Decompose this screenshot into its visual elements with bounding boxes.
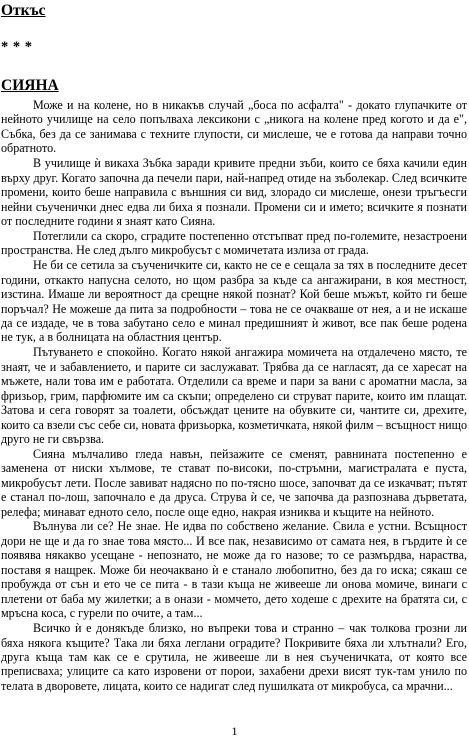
paragraph: Потеглили са скоро, сградите постепенно отстъпват пред по-големите, незастроени пространства. Не след дълго микробусът с момичетата излиза от града. <box>1 228 467 258</box>
page-number: 1 <box>231 724 238 738</box>
paragraph: В училище ѝ викаха Зъбка заради кривите предни зъби, които се бяха качили един върху друг. Когато започна да печели пари, най-напред отиде на зъболекар. След всичките промени, които беше направила с външния си вид, злорадо си мислеше, онези тръгъесги нейни съученички днес едва ли биха я познали. Промени си и името; всичките я познати от последните години я знаят като Сияна. <box>1 156 467 229</box>
section-separator: * * * <box>1 39 33 55</box>
paragraph: Пътуването е спокойно. Когато някой ангажира момичета на отдалечено място, те знаят, че и забавлението, и парите си заслужават. Трябва да се нагласят, да се харесат на мъжете, нали това им е работата. Отделили са време и пари за вани с ароматни масла, за фризьор, грим, парфюмите им са скъпи; определено си струват парите, които им плащат. Затова и сега говорят за тоалети, обсъждат цените на обувките си, чантите си, дрехите, които са взели със себе си, новата фризьорка, козметичката, някой филм – всъщност нищо друго не ги свързва. <box>1 345 467 446</box>
body-text <box>1 98 467 694</box>
document-title: Откъс <box>1 2 46 19</box>
paragraph: Сияна мълчаливо гледа навън, пейзажите се сменят, равнината постепенно е заменена от ниски хълмове, те стават по-високи, по-стръмни, магистралата е пуста, микробусът лети. После завиват надясно по по-тясно шосе, започват да се изкачват; пътят е станал по-лош, започнало е да друса. Струва ѝ се, че започва да разпознава дърветата, релефа; минават едното село, после още едно, накрая изниква и къщите на нейното. <box>1 446 467 519</box>
paragraph: Не би се сетила за съученичките си, както не се е сещала за тях в последните десет години, откакто напусна селото, но щом разбра за къде са ангажирани, в коя местност, изстина. Имаше ли вероятност да срещне някой познат? Кой беше мъжът, който ги беше поръчал? Не можеше да пита за подробности – това не се очакваше от нея, а и не искаше да се издаде, че в това забутано село е минал предишният ѝ живот, все пак беше родена не тук, а в болницата на областния център. <box>1 258 467 345</box>
paragraph: Може и на колене, но в никакъв случай „боса по асфалта" - докато глупачките от нейното училище на село попълваха лексикони с „никога на колене пред когото и да е", Събка, без да се занимава с техните глупости, си мислеше, че е готова да направи точно обратното. <box>1 98 467 156</box>
paragraph: Вълнува ли се? Не знае. Не идва по собствено желание. Свила е устни. Всъщност дори не ще и да го знае това място... И все пак, независимо от самата нея, в гърдите ѝ се появява някакво усещане - непознато, не може да го назове; то се размърдва, нараства, поставя я нащрек. Може би неочаквано ѝ е станало любопитно, без да го иска; сякаш се пробужда от сън и ето че се пита - в тази къща не живееше ли онова момиче, винаги с плетени от баба му жилетки; а в онази - момчето, дето ходеше с дрехите на братята си, с мръсна коса, с гурели по очите, а там... <box>1 519 467 621</box>
paragraph: Всичко ѝ е донякъде близко, но въпреки това и странно – чак толкова грозни ли бяха някога къщите? Така ли бяха леглани оградите? Покривите бяха ли хлътнали? Его, друга къща там как се е срутила, не живееше ли в нея съученичката, от която все преписваха; улиците са като изровени от порои, захабени дрехи висят тук-там унило по телата в дворовете, лицата, които се надигат след пушилката от микробуса, са мрачни... <box>1 621 467 693</box>
section-heading: СИЯНА <box>1 77 59 94</box>
